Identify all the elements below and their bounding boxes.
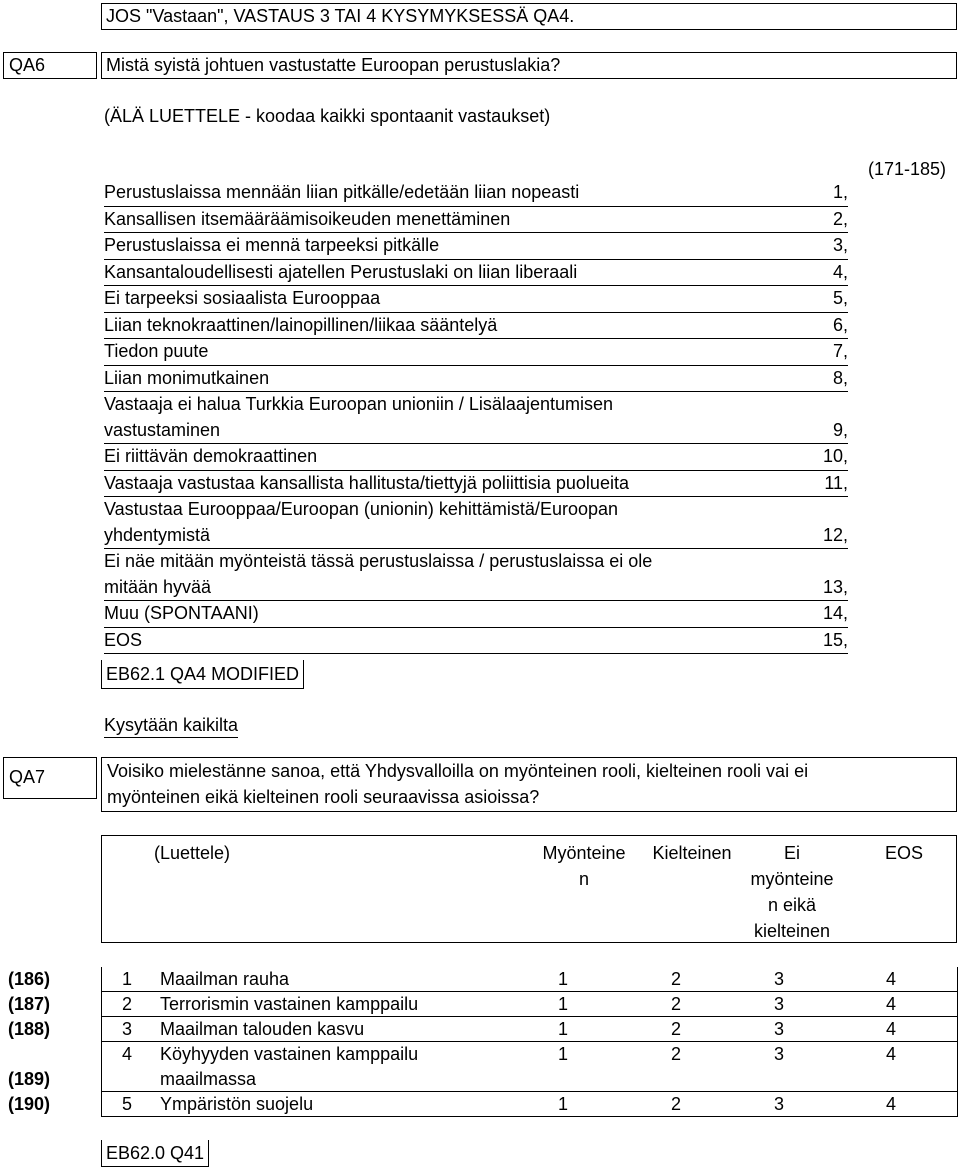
answer-row — [104, 471, 848, 498]
grid-row — [0, 1092, 960, 1117]
answer-row — [104, 444, 848, 471]
answer-label: Vastaaja vastustaa kansallista hallitusta/tiettyjä poliittisia puolueita — [104, 472, 629, 493]
answer-row — [104, 497, 848, 549]
source-note: EB62.1 QA4 MODIFIED — [101, 660, 304, 689]
answer-code: 2, — [832, 208, 848, 229]
answer-code: 7, — [832, 341, 848, 361]
answer-code: 11, — [824, 472, 848, 493]
row-code: (190) — [8, 1094, 51, 1114]
response-code[interactable]: 2 — [670, 1019, 681, 1039]
answer-code: 3, — [832, 235, 848, 255]
grid-row — [0, 967, 960, 992]
answer-row — [104, 366, 848, 393]
response-code[interactable]: 2 — [670, 1044, 681, 1064]
response-code[interactable]: 3 — [773, 969, 784, 989]
answer-code: 1, — [832, 182, 848, 202]
answer-row — [104, 233, 848, 260]
answer-code: 12, — [822, 524, 848, 545]
row-number: 2 — [122, 994, 133, 1014]
interviewer-instruction: (ÄLÄ LUETTELE - koodaa kaikki spontaanit vastaukset) — [104, 106, 551, 126]
answer-label: Kansantaloudellisesti ajatellen Perustuslaki on liian liberaali — [104, 261, 578, 282]
answer-code: 6, — [832, 314, 848, 335]
question-text-qa7 — [101, 757, 957, 812]
column-codes: (171-185) — [867, 159, 946, 179]
row-code: (186) — [8, 969, 51, 989]
answer-label: Tiedon puute — [104, 341, 209, 361]
response-code[interactable]: 2 — [670, 969, 681, 989]
answer-row — [104, 207, 848, 234]
row-number: 3 — [122, 1019, 133, 1039]
row-code: (189) — [8, 1069, 51, 1089]
response-code[interactable]: 2 — [670, 994, 681, 1014]
answer-list — [104, 180, 848, 654]
header-list: (Luettele) — [154, 843, 231, 863]
answer-label: EOS — [104, 629, 143, 650]
answer-row — [104, 260, 848, 287]
filter-ask-all: Kysytään kaikilta — [104, 714, 238, 738]
question-id-qa6: QA6 — [3, 52, 97, 79]
source-note-2: EB62.0 Q41 — [101, 1140, 209, 1167]
row-label: Köyhyyden vastainen kamppailu maailmassa — [160, 1044, 419, 1089]
answer-code: 13, — [822, 576, 848, 597]
answer-code: 5, — [832, 288, 848, 308]
response-code[interactable]: 3 — [773, 1094, 784, 1114]
answer-code: 4, — [832, 261, 848, 282]
answer-label: Vastaaja ei halua Turkkia Euroopan unioniin / Lisälaajentumisen vastustaminen — [104, 394, 613, 440]
answer-row — [104, 286, 848, 313]
row-number: 5 — [122, 1094, 133, 1114]
response-code[interactable]: 1 — [557, 969, 568, 989]
question-line-2: myönteinen eikä kielteinen rooli seuraavissa asioissa? — [107, 787, 540, 807]
answer-row — [104, 313, 848, 340]
row-label: Terrorismin vastainen kamppailu — [160, 994, 419, 1014]
response-code[interactable]: 4 — [885, 994, 896, 1014]
question-line-1: Voisiko mielestänne sanoa, että Yhdysvalloilla on myönteinen rooli, kielteinen rooli vai ei — [107, 761, 809, 781]
answer-row — [104, 601, 848, 628]
row-number: 1 — [122, 969, 133, 989]
answer-code: 9, — [832, 419, 848, 440]
response-code[interactable]: 1 — [557, 1094, 568, 1114]
response-code[interactable]: 1 — [557, 994, 568, 1014]
answer-label: Muu (SPONTAANI) — [104, 603, 259, 623]
row-label: Ympäristön suojelu — [160, 1094, 314, 1114]
response-code[interactable]: 4 — [885, 1019, 896, 1039]
header-dk: EOS — [884, 843, 923, 863]
answer-code: 15, — [822, 629, 848, 650]
row-label: Maailman talouden kasvu — [160, 1019, 365, 1039]
grid-row — [0, 1017, 960, 1042]
grid-row — [0, 1042, 960, 1092]
answer-row — [104, 392, 848, 444]
header-positive: Myönteine n — [542, 843, 626, 889]
response-code[interactable]: 3 — [773, 1019, 784, 1039]
answer-label: Liian monimutkainen — [104, 367, 270, 388]
response-code[interactable]: 1 — [557, 1044, 568, 1064]
filter-banner: JOS "Vastaan", VASTAUS 3 TAI 4 KYSYMYKSESSÄ QA4. — [101, 3, 957, 30]
answer-row — [104, 628, 848, 655]
answer-label: Vastustaa Eurooppaa/Euroopan (unionin) kehittämistä/Euroopan yhdentymistä — [104, 499, 619, 545]
response-code[interactable]: 2 — [670, 1094, 681, 1114]
question-text-qa6: Mistä syistä johtuen vastustatte Euroopan perustuslakia? — [101, 52, 957, 79]
row-code: (187) — [8, 994, 51, 1014]
row-code: (188) — [8, 1019, 51, 1039]
answer-row — [104, 339, 848, 366]
row-label: Maailman rauha — [160, 969, 290, 989]
answer-row — [104, 180, 848, 207]
grid-row — [0, 992, 960, 1017]
header-negative: Kielteinen — [652, 843, 732, 863]
answer-label: Kansallisen itsemääräämisoikeuden menettäminen — [104, 208, 511, 229]
response-code[interactable]: 3 — [773, 1044, 784, 1064]
response-code[interactable]: 4 — [885, 969, 896, 989]
grid-header — [101, 835, 957, 943]
response-code[interactable]: 3 — [773, 994, 784, 1014]
answer-code: 14, — [822, 603, 848, 623]
response-code[interactable]: 1 — [557, 1019, 568, 1039]
answer-label: Perustuslaissa mennään liian pitkälle/edetään liian nopeasti — [104, 182, 580, 202]
response-code[interactable]: 4 — [885, 1044, 896, 1064]
answer-code: 8, — [832, 367, 848, 388]
answer-label: Ei riittävän demokraattinen — [104, 446, 318, 466]
response-code[interactable]: 4 — [885, 1094, 896, 1114]
header-neither: Ei myönteine n eikä kielteinen — [750, 843, 834, 941]
answer-label: Liian teknokraattinen/lainopillinen/liikaa sääntelyä — [104, 314, 498, 335]
row-number: 4 — [122, 1044, 133, 1064]
question-id-qa7: QA7 — [3, 757, 97, 799]
answer-label: Ei näe mitään myönteistä tässä perustuslaissa / perustuslaissa ei ole mitään hyvää — [104, 551, 653, 597]
answer-row — [104, 549, 848, 601]
answer-label: Ei tarpeeksi sosiaalista Eurooppaa — [104, 288, 381, 308]
answer-code: 10, — [822, 446, 848, 466]
answer-label: Perustuslaissa ei mennä tarpeeksi pitkälle — [104, 235, 440, 255]
